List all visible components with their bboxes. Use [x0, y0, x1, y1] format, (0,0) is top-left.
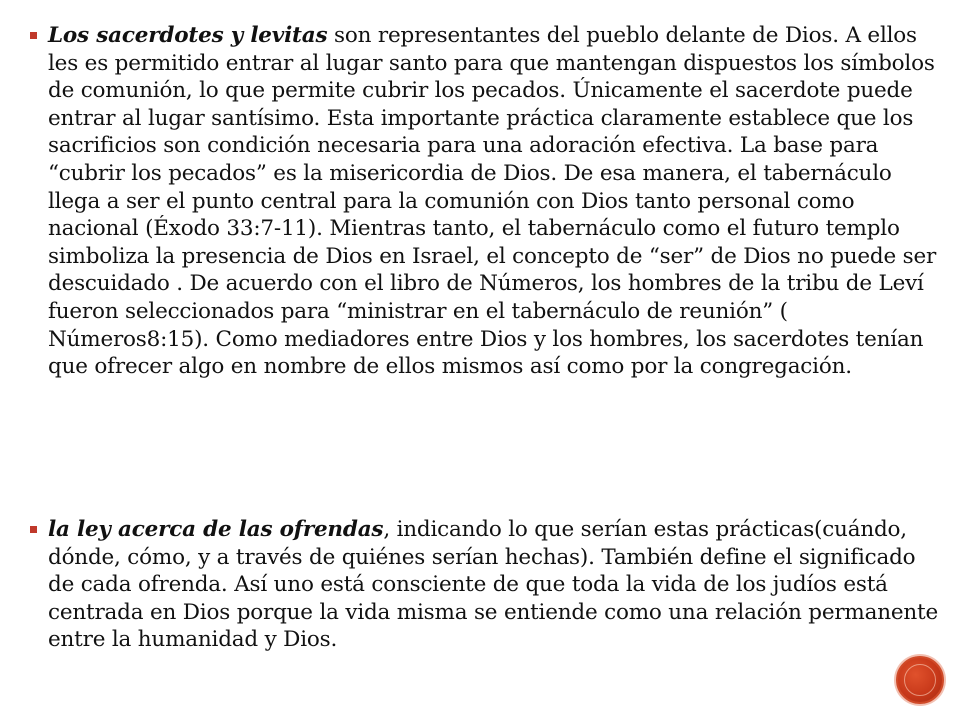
square-bullet-icon: [30, 526, 37, 533]
circle-ornament-icon: [896, 656, 944, 704]
bullet-lead-text: la ley acerca de las ofrendas: [48, 517, 384, 542]
bullet-priests-levites: [48, 22, 938, 381]
bullet-body-text: son representantes del pueblo delante de Dios. A ellos les es permitido entrar al lugar santo para que mantengan dispuestos los símbolos de comunión, lo que permite cubrir los pecados. Únicamente el sacerdote puede entrar al lugar santísimo. Esta importante práctica claramente establece que los sacrificios son condición necesaria para una adoración efectiva. La base para “cubrir los pecados” es la misericordia de Dios. De esa manera, el tabernáculo llega a ser el punto central para la comunión con Dios tanto personal como nacional (Éxodo 33:7-11). Mientras tanto, el tabernáculo como el futuro templo simboliza la presencia de Dios en Israel, el concepto de “ser” de Dios no puede ser descuidado . De acuerdo con el libro de Números, los hombres de la tribu de Leví fueron seleccionados para “ministrar en el tabernáculo de reunión” ( Números8:15). Como mediadores entre Dios y los hombres, los sacerdotes tenían que ofrecer algo en nombre de ellos mismos así como por la congregación.: [48, 23, 937, 380]
bullet-lead-text: Los sacerdotes y levitas: [48, 23, 328, 48]
square-bullet-icon: [30, 32, 37, 39]
bullet-body-text: , indicando lo que serían estas prácticas(cuándo, dónde, cómo, y a través de quiénes serían hechas). También define el significado de cada ofrenda. Así uno está consciente de que toda la vida de los judíos está centrada en Dios porque la vida misma se entiende como una relación permanente entre la humanidad y Dios.: [48, 517, 939, 653]
bullet-law-offerings: [48, 516, 938, 654]
